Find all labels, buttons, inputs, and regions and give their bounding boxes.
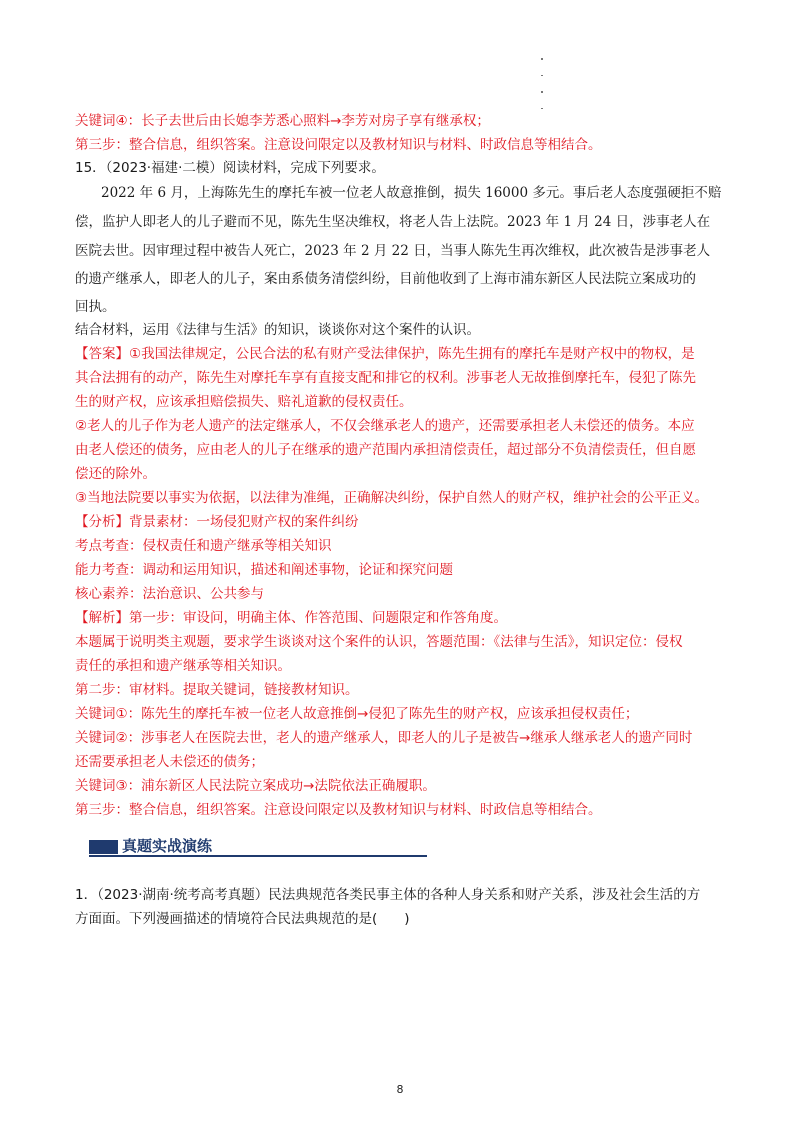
analysis-line: 【分析】背景素材：一场侵犯财产权的案件纠纷: [75, 514, 359, 530]
page-number: 8: [396, 1083, 404, 1096]
question-1-line: 方面面。下列漫画描述的情境符合民法典规范的是( ): [75, 911, 410, 927]
answer-line: ②老人的儿子作为老人遗产的法定继承人，不仅会继承老人的遗产，还需要承担老人未偿还的债务。本应: [75, 418, 695, 434]
keyword-4-line: 关键词④：长子去世后由长媳李芳悉心照料→李芳对房子享有继承权；: [75, 113, 490, 129]
analysis-line: 关键词①：陈先生的摩托车被一位老人故意推倒→侵犯了陈先生的财产权，应该承担侵权责任；: [75, 706, 639, 722]
answer-line: 由老人偿还的债务，应由老人的儿子在继承的遗产范围内承担清偿责任，超过部分不负清偿责任，但自愿: [75, 442, 696, 458]
analysis-line: 第二步：审材料。提取关键词，链接教材知识。: [75, 682, 359, 698]
answer-line: 其合法拥有的动产，陈先生对摩托车享有直接支配和排它的权利。涉事老人无故推倒摩托车，侵犯了陈先: [75, 370, 696, 386]
answer-line: 【答案】①我国法律规定，公民合法的私有财产受法律保护，陈先生拥有的摩托车是财产权中的物权，是: [75, 346, 695, 362]
analysis-line: 关键词③：浦东新区人民法院立案成功→法院依法正确履职。: [75, 778, 436, 794]
material-line: 偿，监护人即老人的儿子避而不见，陈先生坚决维权，将老人告上法院。2023 年 1 月 24 日，涉事老人在: [75, 214, 711, 230]
answer-line: 生的财产权，应该承担赔偿损失、赔礼道歉的侵权责任。: [75, 394, 413, 410]
analysis-line: 【解析】第一步：审设问，明确主体、作答范围、问题限定和作答角度。: [75, 610, 507, 626]
material-line: 2022 年 6 月，上海陈先生的摩托车被一位老人故意推倒，损失 16000 多元。事后老人态度强硬拒不赔: [101, 185, 722, 201]
material-line: 的遗产继承人，即老人的儿子，案由系债务清偿纠纷，目前他收到了上海市浦东新区人民法院立案成功的: [75, 271, 696, 287]
question-15-heading: 15．（2023·福建·二模）阅读材料，完成下列要求。: [75, 160, 385, 176]
material-line: 回执。: [75, 299, 116, 315]
analysis-line: 本题属于说明类主观题，要求学生谈谈对这个案件的认识，答题范围：《法律与生活》，知识定位：侵权: [75, 634, 683, 650]
question-prompt: 结合材料，运用《法律与生活》的知识，谈谈你对这个案件的认识。: [75, 322, 480, 338]
section-header: [89, 836, 427, 858]
answer-line: 偿还的除外。: [75, 466, 156, 482]
question-1-line: 1．（2023·湖南·统考高考真题）民法典规范各类民事主体的各种人身关系和财产关系，涉及社会生活的方: [75, 887, 701, 903]
section-marker: [89, 840, 118, 854]
material-line: 医院去世。因审理过程中被告人死亡，2023 年 2 月 22 日，当事人陈先生再次维权，此次被告是涉事老人: [75, 243, 711, 259]
analysis-line: 关键词②：涉事老人在医院去世，老人的遗产继承人，即老人的儿子是被告→继承人继承老人的遗产同时: [75, 730, 693, 746]
section-title: 真题实战演练: [122, 837, 213, 855]
section-underline: [89, 855, 427, 857]
answer-line: ③当地法院要以事实为依据，以法律为准绳，正确解决纠纷，保护自然人的财产权，维护社会的公平正义。: [75, 490, 709, 506]
analysis-line: 责任的承担和遗产继承等相关知识。: [75, 658, 291, 674]
analysis-line: 还需要承担老人未偿还的债务；: [75, 754, 264, 770]
analysis-line: 能力考查：调动和运用知识，描述和阐述事物，论证和探究问题: [75, 562, 453, 578]
step-3-line: 第三步：整合信息，组织答案。注意设问限定以及教材知识与材料、时政信息等相结合。: [75, 137, 602, 153]
analysis-line: 第三步：整合信息，组织答案。注意设问限定以及教材知识与材料、时政信息等相结合。: [75, 802, 602, 818]
scan-dots: [541, 58, 547, 124]
analysis-line: 考点考查：侵权责任和遗产继承等相关知识: [75, 538, 332, 554]
analysis-line: 核心素养：法治意识、公共参与: [75, 586, 264, 602]
